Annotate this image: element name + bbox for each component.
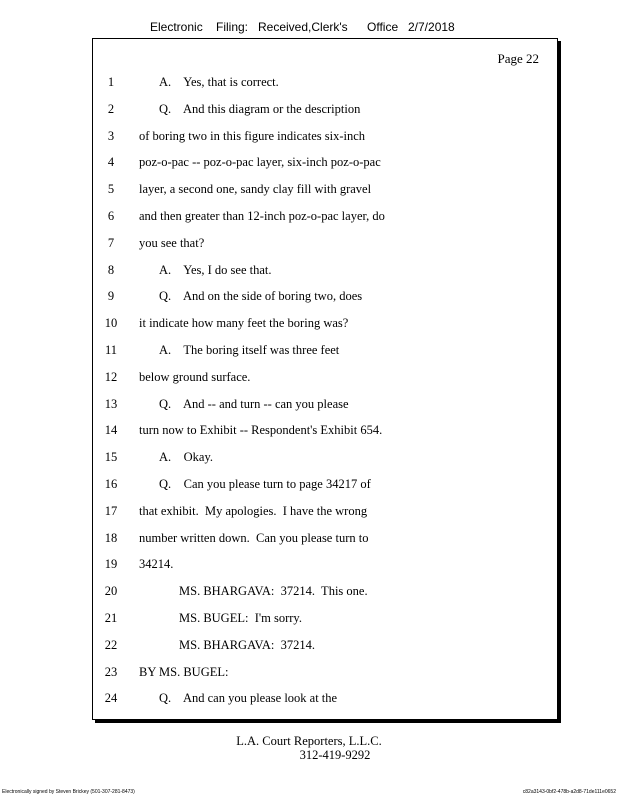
transcript-line: [93, 423, 557, 443]
line-text: layer, a second one, sandy clay fill with gravel: [139, 182, 372, 197]
transcript-line: [93, 129, 557, 149]
line-text: Q. And on the side of boring two, does: [159, 289, 363, 304]
line-text: turn now to Exhibit -- Respondent's Exhibit 654.: [139, 423, 383, 438]
line-number: 9: [107, 289, 115, 304]
line-text: Q. And this diagram or the description: [159, 101, 361, 116]
line-number: 24: [104, 691, 118, 706]
line-number: 14: [104, 423, 118, 438]
line-number: 12: [104, 369, 118, 384]
line-text: 34214.: [139, 557, 174, 572]
line-text: poz-o-pac -- poz-o-pac layer, six-inch poz-o-pac: [139, 155, 381, 170]
filing-word-received: Received,Clerk's: [258, 20, 348, 34]
transcript-line: [93, 182, 557, 202]
transcript-line: [93, 557, 557, 577]
line-number: 21: [104, 611, 118, 625]
filing-word-filing: Filing:: [216, 20, 249, 34]
line-text: MS. BHARGAVA: 37214. This one.: [179, 584, 368, 599]
line-number: 4: [107, 155, 115, 170]
line-number: 10: [104, 316, 118, 331]
line-number: 6: [107, 209, 115, 223]
filing-date: 2/7/2018: [408, 20, 455, 34]
transcript-line: [93, 75, 557, 95]
transcript-line: [93, 209, 557, 229]
line-number: 18: [104, 530, 118, 545]
transcript-line: [93, 450, 557, 470]
reporter-company: L.A. Court Reporters, L.L.C.: [236, 734, 382, 748]
transcript-line: [93, 584, 557, 604]
transcript-line: [93, 638, 557, 658]
line-text: A. Okay.: [159, 450, 214, 465]
line-text: BY MS. BUGEL:: [139, 664, 229, 679]
transcript-line: [93, 236, 557, 256]
line-number: 5: [107, 182, 115, 197]
line-number: 7: [107, 235, 115, 250]
line-text: and then greater than 12-inch poz-o-pac layer, do: [139, 209, 385, 223]
line-number: 8: [107, 262, 115, 277]
transcript-line: [93, 665, 557, 685]
line-text: of boring two in this figure indicates six-inch: [139, 128, 366, 143]
line-text: that exhibit. My apologies. I have the wrong: [139, 503, 368, 518]
line-text: Q. Can you please turn to page 34217 of: [159, 477, 371, 491]
line-text: number written down. Can you please turn to: [139, 530, 369, 545]
transcript-line: [93, 102, 557, 122]
line-text: it indicate how many feet the boring was?: [139, 316, 349, 331]
line-number: 15: [104, 450, 118, 465]
e-signature: Electronically signed by Steven Brickey (501-307-281-8473): [2, 789, 135, 795]
transcript-line: [93, 611, 557, 631]
transcript-line: [93, 477, 557, 497]
line-text: MS. BHARGAVA: 37214.: [179, 637, 316, 652]
line-text: A. The boring itself was three feet: [159, 343, 340, 357]
page-number: Page 22: [497, 51, 539, 66]
filing-word-office: Office: [367, 20, 399, 34]
line-text: A. Yes, that is correct.: [159, 75, 279, 89]
line-number: 23: [104, 664, 118, 679]
document-id: c82a3143-0bf2-478b-a2d8-71de111e0652: [522, 789, 616, 795]
reporter-phone: 312-419-9292: [299, 748, 371, 762]
line-number: 11: [104, 343, 118, 357]
line-number: 19: [104, 557, 118, 572]
line-number: 13: [104, 396, 118, 411]
line-text: MS. BUGEL: I'm sorry.: [179, 611, 302, 625]
transcript-line: [93, 316, 557, 336]
line-number: 1: [107, 75, 115, 89]
transcript-line: [93, 370, 557, 390]
transcript-line: [93, 263, 557, 283]
line-number: 3: [107, 128, 115, 143]
line-number: 20: [104, 584, 118, 599]
transcript-line: [93, 289, 557, 309]
line-text: A. Yes, I do see that.: [159, 262, 272, 277]
line-number: 17: [104, 503, 118, 518]
transcript-line: [93, 155, 557, 175]
transcript-line: [93, 531, 557, 551]
line-number: 2: [107, 101, 115, 116]
transcript-line: [93, 691, 557, 711]
line-text: Q. And -- and turn -- can you please: [159, 396, 349, 411]
transcript-line: [93, 343, 557, 363]
transcript-line: [93, 397, 557, 417]
line-text: you see that?: [139, 235, 205, 250]
filing-word-electronic: Electronic: [150, 20, 203, 34]
line-text: Q. And can you please look at the: [159, 691, 338, 706]
transcript-page: [92, 38, 558, 720]
transcript-line: [93, 504, 557, 524]
line-text: below ground surface.: [139, 369, 251, 384]
line-number: 22: [104, 637, 118, 652]
line-number: 16: [104, 477, 118, 491]
reporter-footer: [0, 734, 618, 762]
